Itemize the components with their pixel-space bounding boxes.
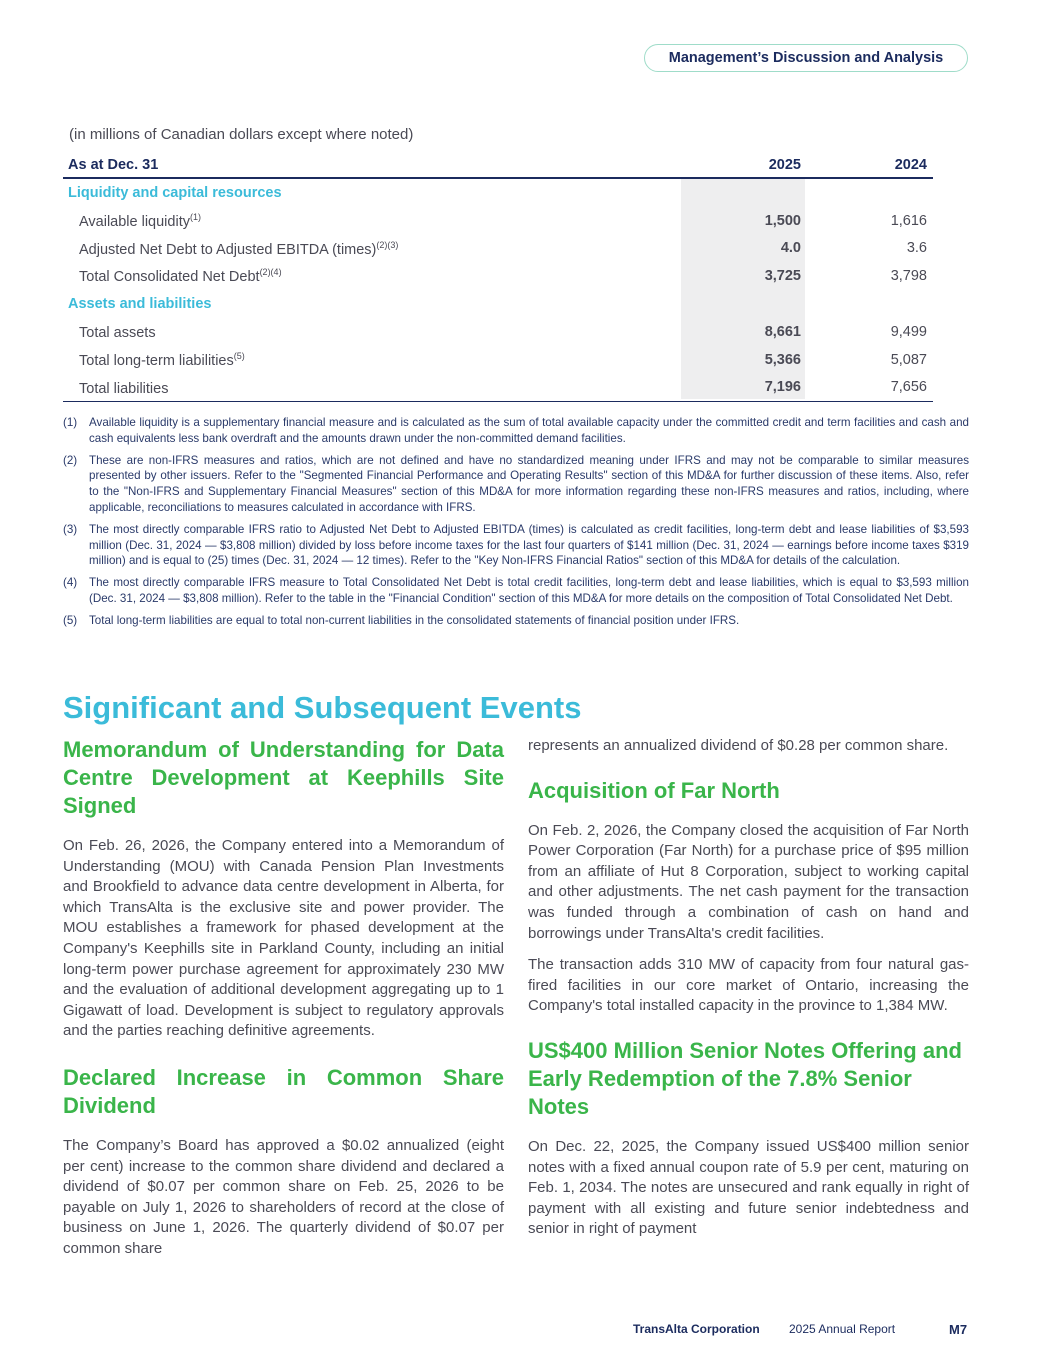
table-row [63, 207, 933, 235]
row-label: Total long-term liabilities$^{(5)}$ [79, 350, 245, 369]
dividend-continued: represents an annualized dividend of $0.28 per common share. [528, 737, 949, 754]
footnotes [63, 415, 969, 635]
section-label: Liquidity and capital resources [68, 184, 282, 201]
footnote: (3) The most directly comparable IFRS ratio to Adjusted Net Debt to Adjusted EBITDA (times) is calculated as credit facilities, long-term debt and lease liabilities of $3,593 million (Dec. 31, 2024 — $3,808 million) divided by loss before income taxes for the last four quarters of $141 million (Dec. 31, 2024 — earnings before income taxes $319 million) and is equal to (25) times (Dec. 31, 2024 — 12 times). Refer to the "Key Non-IFRS Financial Ratios" section of this MD&A for details of the calculation. [63, 522, 969, 568]
value-2025: 8,661 [764, 323, 801, 340]
far-north-body-1: On Feb. 2, 2026, the Company closed the acquisition of Far North Power Corporation (Far North) for a purchase price of $95 million from an affiliate of Hut 8 Corporation, subject to working capital and other adjustments. The net cash payment for the transaction was funded through a combination of cash on hand and borrowings under TransAlta's credit facilities. [528, 821, 969, 942]
footnote: (4) The most directly comparable IFRS measure to Total Consolidated Net Debt is total credit facilities, long-term debt and lease liabilities, which is equal to $3,593 million (Dec. 31, 2024 — $3,808 million). Refer to the table in the "Financial Condition" section of this MD&A for more details on the composition of Total Consolidated Net Debt. [63, 576, 969, 605]
table-row [63, 318, 933, 346]
section-row-assets [63, 290, 933, 318]
value-2025: 3,725 [764, 268, 801, 285]
value-2025: 7,196 [764, 379, 801, 396]
mou-body: On Feb. 26, 2026, the Company entered into a Memorandum of Understanding (MOU) with Canada Pension Plan Investments and Brookfield to advance data centre development in Alberta, for which TransAlta is the exclusive site and power provider. The MOU establishes a framework for phased development at the Company's Keephills site in Parkland County, including an initial long-term power purchase agreement for approximately 230 MW and the evaluation of additional development aggregating up to 1 Gigawatt of load. Development is subject to regulatory approvals and the parties reaching definitive agreements. [63, 837, 504, 1040]
footer-report: 2025 Annual Report [789, 1322, 896, 1336]
value-2024: 1,616 [890, 212, 927, 229]
section-title: Significant and Subsequent Events [63, 690, 582, 725]
row-label: Available liquidity$^{(1)}$ [79, 211, 201, 230]
table-header-row [63, 152, 933, 179]
value-2024: 7,656 [890, 379, 927, 396]
units-note: (in millions of Canadian dollars except where noted) [69, 126, 414, 143]
financial-table [63, 152, 933, 402]
footer-company: TransAlta Corporation [633, 1322, 760, 1336]
header-2025: 2025 [768, 156, 801, 173]
value-2025: 4.0 [780, 240, 801, 257]
value-2024: 5,087 [890, 351, 927, 368]
section-label: Assets and liabilities [68, 296, 212, 313]
page-number: M7 [949, 1322, 968, 1337]
table-row [63, 374, 933, 403]
section-row-liquidity [63, 179, 933, 207]
value-2024: 9,499 [890, 323, 927, 340]
far-north-body-2: The transaction adds 310 MW of capacity from four natural gas-fired facilities in our core market of Ontario, increasing the Company's total installed capacity in the province to 1,384 MW. [528, 956, 969, 1015]
row-label: Total Consolidated Net Debt$^{(2)(4)}$ [79, 267, 282, 286]
row-label: Adjusted Net Debt to Adjusted EBITDA (times)$^{(2)(3)}$ [79, 239, 399, 258]
left-column [63, 736, 504, 1271]
value-2025: 1,500 [764, 212, 801, 229]
right-column [528, 736, 969, 1251]
mou-heading: Memorandum of Understanding for Data Centre Development at Keephills Site Signed [63, 737, 504, 818]
table-row [63, 235, 933, 263]
far-north-heading: Acquisition of Far North [528, 777, 780, 803]
notes-offering-body: On Dec. 22, 2025, the Company issued US$400 million senior notes with a fixed annual coupon rate of 5.9 per cent, maturing on Feb. 1, 2034. The notes are unsecured and rank equally in right of payment with all existing and future senior indebtedness and senior in right of payment [528, 1137, 969, 1238]
table-row [63, 346, 933, 374]
value-2024: 3,798 [890, 268, 927, 285]
footnote: (5) Total long-term liabilities are equal to total non-current liabilities in the consolidated statements of financial position under IFRS. [63, 613, 740, 627]
row-label: Total assets [79, 324, 156, 341]
value-2024: 3.6 [906, 240, 927, 257]
dividend-heading: Declared Increase in Common Share Dividend [63, 1064, 504, 1118]
row-label: Total liabilities [79, 380, 169, 397]
footnote: (2) These are non-IFRS measures and ratios, which are not defined and have no standardized meaning under IFRS and may not be comparable to similar measures presented by other issuers. Refer to the "Segmented Financial Performance and Operating Results" section of this MD&A for further discussion of these items. Also, refer to the "Non-IFRS and Supplementary Financial Measures" section of this MD&A for more information regarding these non-IFRS measures and ratios, including, where applicable, reconciliations to measures calculated in accordance with IFRS. [63, 453, 969, 514]
dividend-body: The Company’s Board has approved a $0.02 annualized (eight per cent) increase to the common share dividend and declared a dividend of $0.07 per common share on Feb. 25, 2026 to be payable on July 1, 2026 to shareholders of record at the close of business on June 1, 2026. The quarterly dividend of $0.07 per common share [63, 1136, 504, 1257]
section-badge: Management’s Discussion and Analysis [644, 44, 968, 72]
notes-offering-heading: US$400 Million Senior Notes Offering and Early Redemption of the 7.8% Senior Notes [528, 1037, 962, 1119]
header-2024: 2024 [894, 156, 927, 173]
header-label: As at Dec. 31 [68, 156, 159, 173]
table-row [63, 262, 933, 290]
value-2025: 5,366 [764, 351, 801, 368]
footnote: (1) Available liquidity is a supplementary financial measure and is calculated as the sum of total available capacity under the committed credit and term facilities and cash and cash equivalents less bank overdraft and the amounts drawn under the non-committed demand facilities. [63, 416, 969, 445]
